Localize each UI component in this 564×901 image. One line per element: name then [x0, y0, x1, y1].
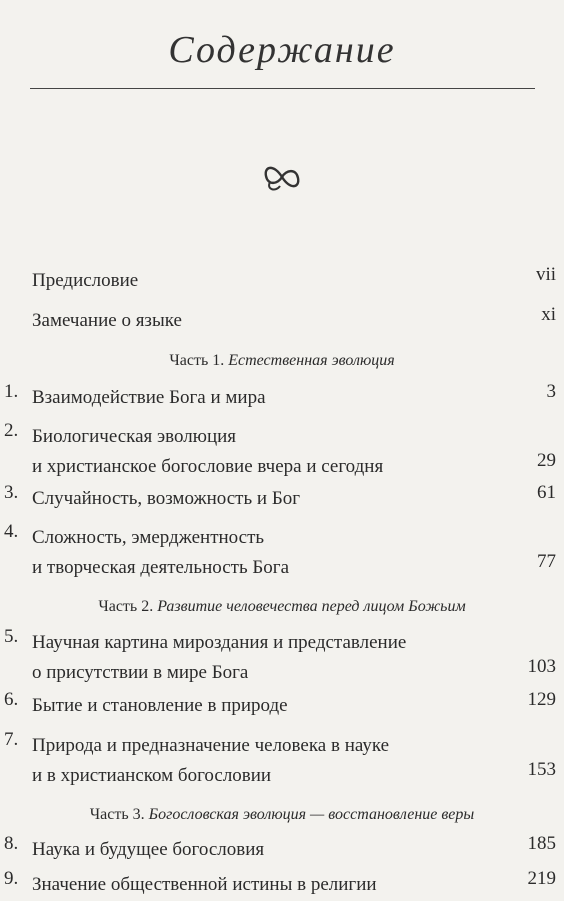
toc-entry-page: 103 — [527, 656, 556, 677]
chapter-title-line-2: и в христианском богословии — [32, 765, 272, 786]
toc-entry-page: 129 — [527, 689, 556, 710]
toc-entry-page: xi — [541, 304, 556, 325]
chapter-title: Бытие и становление в природе — [32, 695, 288, 716]
part-label: Часть 1. — [169, 352, 225, 369]
chapter-number: 6. — [4, 689, 19, 710]
chapter-title: Взаимодействие Бога и мира — [32, 387, 266, 408]
part-name: Богословская эволюция — восстановление веры — [148, 806, 475, 823]
chapter-title-line-1: Природа и предназначение человека в науке — [32, 735, 390, 756]
chapter-number: 5. — [4, 626, 19, 647]
toc-entry-page: 219 — [527, 868, 556, 889]
chapter-title: Значение общественной истины в религии — [32, 874, 377, 895]
chapter-number: 7. — [4, 729, 19, 750]
chapter-title: Наука и будущее богословия — [32, 839, 265, 860]
chapter-title-line-1: Научная картина мироздания и представление — [32, 632, 407, 653]
toc-entry-page: 77 — [537, 551, 556, 572]
part-heading-2 — [0, 598, 564, 616]
part-heading-3 — [0, 806, 564, 824]
toc-entry-page: 153 — [527, 759, 556, 780]
part-name: Естественная эволюция — [228, 352, 395, 369]
toc-entry-page: 29 — [537, 450, 556, 471]
chapter-title-line-2: о присутствии в мире Бога — [32, 662, 249, 683]
ornament-glyph-icon — [260, 160, 304, 194]
page-title: Содержание — [168, 29, 396, 71]
toc-entry-page: 3 — [546, 381, 556, 402]
chapter-number: 3. — [4, 482, 19, 503]
chapter-title-line-2: и творческая деятельность Бога — [32, 557, 290, 578]
toc-entry-label: Замечание о языке — [32, 310, 182, 331]
toc-entry-label: Предисловие — [32, 270, 139, 291]
title-rule — [30, 88, 535, 89]
chapter-number: 2. — [4, 420, 19, 441]
chapter-number: 9. — [4, 868, 19, 889]
chapter-number: 1. — [4, 381, 19, 402]
part-label: Часть 2. — [98, 598, 154, 615]
chapter-title-line-2: и христианское богословие вчера и сегодня — [32, 456, 384, 477]
chapter-title: Случайность, возможность и Бог — [32, 488, 301, 509]
part-label: Часть 3. — [89, 806, 145, 823]
chapter-title-line-1: Биологическая эволюция — [32, 426, 237, 447]
chapter-number: 8. — [4, 833, 19, 854]
ornament-icon — [0, 160, 564, 202]
part-name: Развитие человечества перед лицом Божьим — [157, 598, 466, 615]
toc-entry-page: 185 — [527, 833, 556, 854]
part-heading-1 — [0, 352, 564, 370]
chapter-number: 4. — [4, 521, 19, 542]
toc-entry-page: 61 — [537, 482, 556, 503]
chapter-title-line-1: Сложность, эмерджентность — [32, 527, 265, 548]
toc-entry-page: vii — [535, 264, 556, 285]
